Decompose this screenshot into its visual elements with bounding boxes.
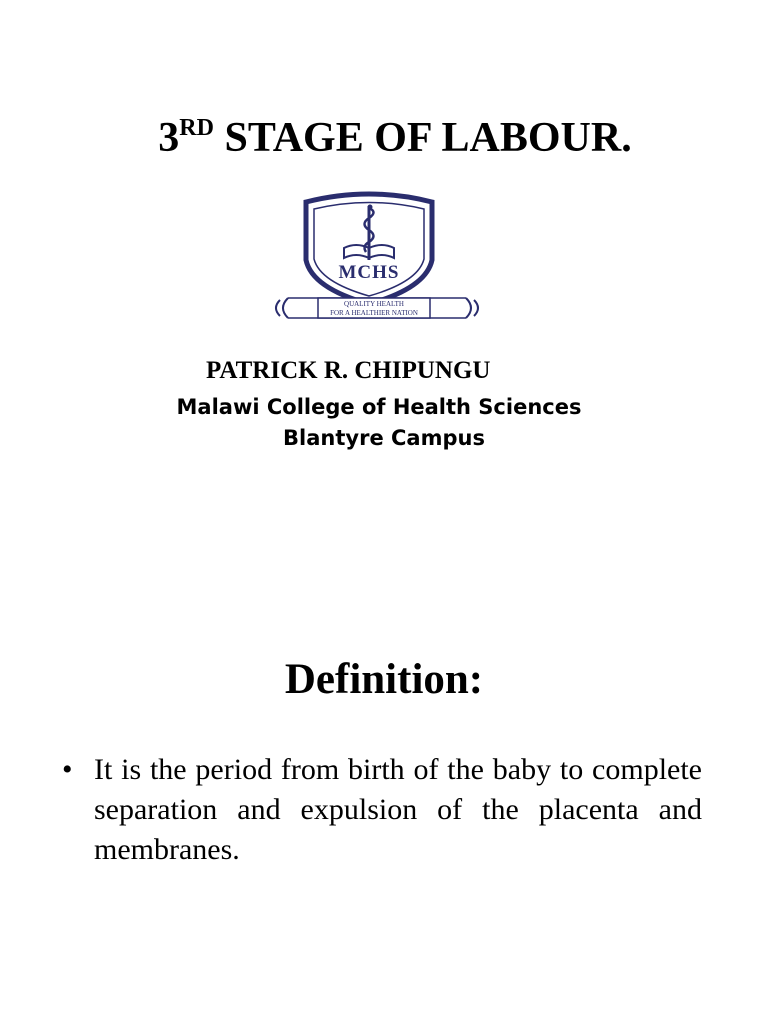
definition-text: It is the period from birth of the baby to complete separation and expulsion of the placenta and membranes.: [94, 753, 702, 866]
definition-heading: Definition:: [284, 656, 484, 703]
list-item: [60, 750, 702, 870]
author-name: PATRICK R. CHIPUNGU: [206, 357, 491, 384]
banner-right-curl: [466, 298, 478, 318]
mchs-logo: [266, 190, 488, 324]
campus-name: Blantyre Campus: [283, 426, 485, 450]
bullet-icon: •: [62, 753, 73, 786]
banner-left-curl: [276, 298, 288, 318]
logo-letters: MCHS: [338, 262, 400, 283]
logo-motto-line1: QUALITY HEALTH: [344, 300, 404, 308]
definition-list: [60, 750, 702, 870]
page-title: [0, 112, 768, 164]
title-superscript: RD: [179, 115, 214, 141]
title-text: STAGE OF LABOUR.: [213, 115, 632, 161]
logo-motto-line2: FOR A HEALTHIER NATION: [330, 309, 418, 317]
institution-name: Malawi College of Health Sciences: [176, 395, 582, 419]
title-number: 3: [158, 115, 180, 161]
